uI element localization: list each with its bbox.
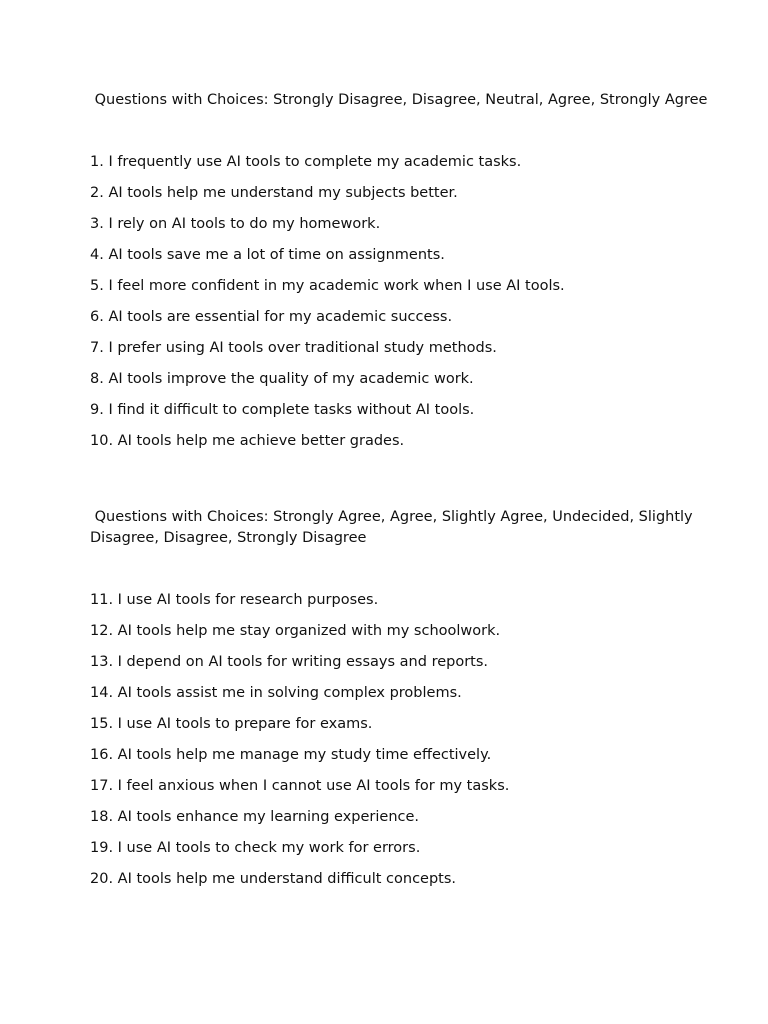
question-item: 8. AI tools improve the quality of my academic work. [90,370,474,387]
section-agreement-5-point [90,90,730,462]
question-item: 13. I depend on AI tools for writing essays and reports. [90,653,489,670]
question-item: 12. AI tools help me stay organized with my schoolwork. [90,622,501,639]
question-item: 9. I find it difficult to complete tasks without AI tools. [90,401,475,418]
question-item: 2. AI tools help me understand my subjects better. [90,184,458,201]
document-page [90,0,730,900]
question-item: 6. AI tools are essential for my academic success. [90,308,453,325]
question-item: 17. I feel anxious when I cannot use AI tools for my tasks. [90,777,510,794]
question-item: 3. I rely on AI tools to do my homework. [90,215,381,232]
question-item: 1. I frequently use AI tools to complete my academic tasks. [90,153,522,170]
question-list [90,590,730,900]
question-list [90,152,730,462]
question-item: 18. AI tools enhance my learning experience. [90,808,420,825]
question-item: 14. AI tools assist me in solving complex problems. [90,684,462,701]
section-heading: Questions with Choices: Strongly Agree, Agree, Slightly Agree, Undecided, Slightly Disagree, Disagree, Strongly Disagree [90,508,698,546]
question-item: 11. I use AI tools for research purposes. [90,591,379,608]
question-item: 15. I use AI tools to prepare for exams. [90,715,373,732]
question-item: 7. I prefer using AI tools over traditional study methods. [90,339,497,356]
question-item: 19. I use AI tools to check my work for errors. [90,839,421,856]
question-item: 20. AI tools help me understand difficult concepts. [90,870,457,887]
question-item: 4. AI tools save me a lot of time on assignments. [90,246,445,263]
section-agreement-7-point [90,507,730,900]
question-item: 5. I feel more confident in my academic work when I use AI tools. [90,277,565,294]
question-item: 10. AI tools help me achieve better grades. [90,432,405,449]
question-item: 16. AI tools help me manage my study time effectively. [90,746,492,763]
section-heading: Questions with Choices: Strongly Disagree, Disagree, Neutral, Agree, Strongly Agree [90,92,708,108]
